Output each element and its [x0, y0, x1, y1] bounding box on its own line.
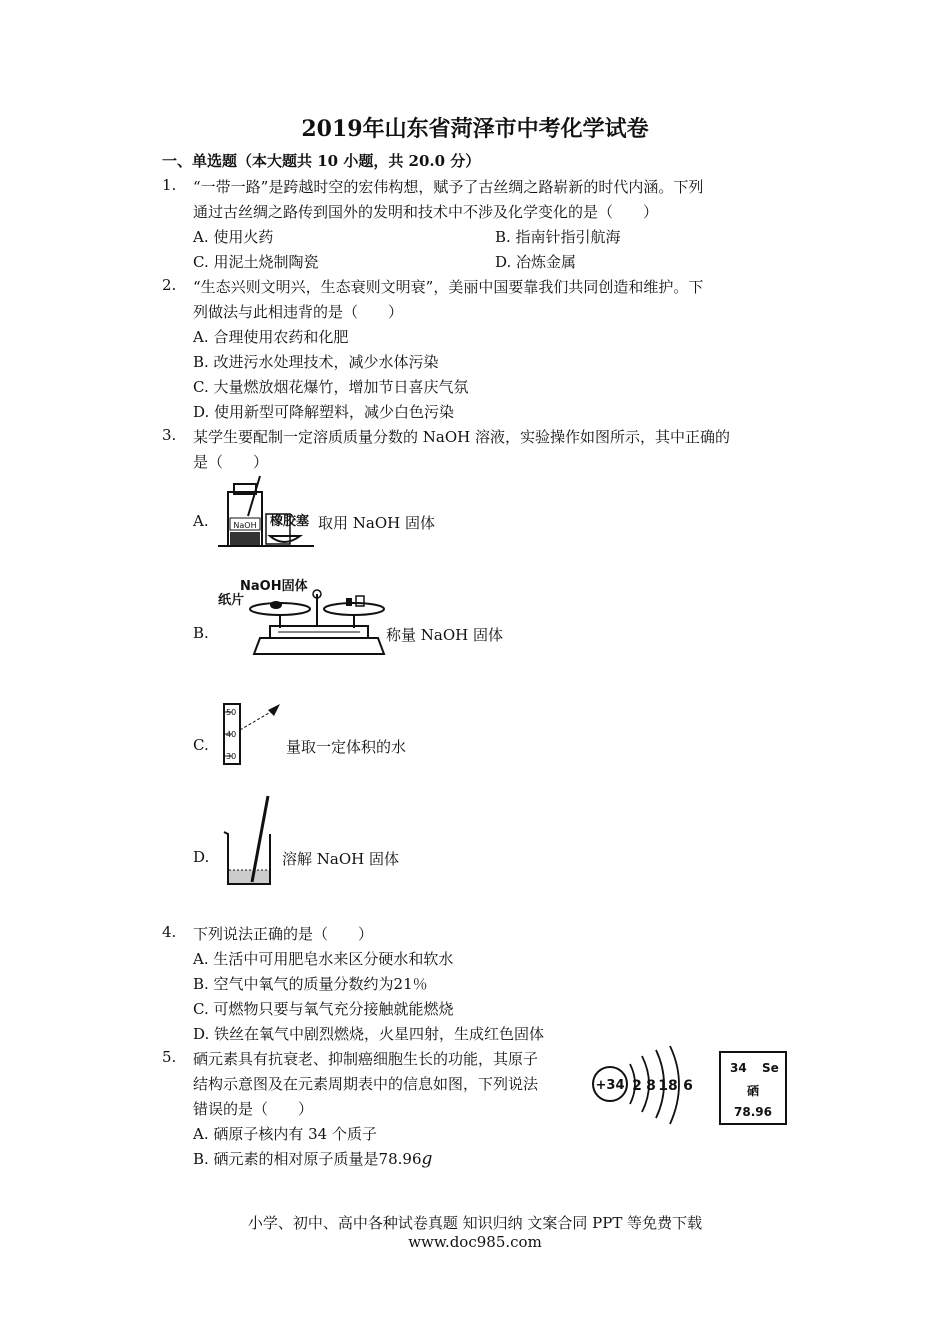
- nucleus-charge: +34: [595, 1078, 625, 1093]
- question-number: 5.: [162, 1048, 177, 1066]
- option-c: C. 可燃物只要与氧气充分接触就能燃烧: [193, 1000, 454, 1018]
- option-b: B. 改进污水处理技术，减少水体污染: [193, 353, 439, 371]
- footer-text: 小学、初中、高中各种试卷真题 知识归纳 文案合同 PPT 等免费下载: [247, 1214, 703, 1232]
- balance-figure: [218, 574, 388, 660]
- paper-label: 纸片: [218, 593, 245, 608]
- periodic-table-cell: [718, 1050, 790, 1126]
- option-c: C. 用泥土烧制陶瓷: [193, 253, 319, 271]
- option-d: D. 冶炼金属: [495, 253, 577, 271]
- shell-electrons: 18: [658, 1078, 678, 1094]
- question-text: “一带一路”是跨越时空的宏伟构想，赋予了古丝绸之路崭新的时代内涵。下列: [193, 178, 704, 196]
- tick-label: 30: [226, 752, 237, 761]
- option-a: A. 硒原子核内有 34 个质子: [193, 1125, 377, 1143]
- option-b: [193, 1148, 432, 1169]
- atomic-number: 34: [730, 1061, 747, 1075]
- beaker-figure: [218, 794, 278, 890]
- option-a-label: A.: [193, 512, 209, 530]
- shell-electrons: 8: [646, 1078, 656, 1094]
- question-text: 下列说法正确的是（ ）: [193, 925, 374, 943]
- naoh-solid-label: NaOH固体: [240, 579, 308, 594]
- question-text: “生态兴则文明兴，生态衰则文明衰”，美丽中国要靠我们共同创造和维护。下: [193, 278, 704, 296]
- question-text: 通过古丝绸之路传到国外的发明和技术中不涉及化学变化的是（ ）: [193, 203, 659, 221]
- footer-url: www.doc985.com: [408, 1233, 542, 1251]
- option-c-label: C.: [193, 736, 209, 754]
- option-d: D. 铁丝在氧气中剧烈燃烧，火星四射，生成红色固体: [193, 1025, 545, 1043]
- reagent-bottle-figure: [218, 474, 318, 550]
- element-name: 硒: [746, 1084, 760, 1098]
- option-d: D. 使用新型可降解塑料，减少白色污染: [193, 403, 455, 421]
- graduated-cylinder-figure: [218, 700, 288, 768]
- question-text: 硒元素具有抗衰老、抑制癌细胞生长的功能，其原子: [193, 1050, 539, 1068]
- tick-label: 40: [226, 730, 237, 739]
- atomic-structure-diagram: [590, 1044, 700, 1134]
- question-number: 4.: [162, 923, 177, 941]
- option-b: B. 指南针指引航海: [495, 228, 621, 246]
- question-text: 错误的是（ ）: [193, 1100, 314, 1118]
- option-c-text: 量取一定体积的水: [286, 738, 407, 756]
- shell-electrons: 6: [683, 1078, 693, 1094]
- question-text: 是（ ）: [193, 453, 269, 471]
- option-a: A. 生活中可用肥皂水来区分硬水和软水: [193, 950, 454, 968]
- rubber-stopper-label: 橡胶塞: [270, 514, 310, 529]
- section-heading: 一、单选题（本大题共 10 小题，共 20.0 分）: [162, 152, 481, 170]
- page-title: 2019年山东省菏泽市中考化学试卷: [301, 116, 649, 142]
- option-d-text: 溶解 NaOH 固体: [282, 850, 399, 868]
- question-text: 列做法与此相违背的是（ ）: [193, 303, 404, 321]
- option-b: B. 空气中氧气的质量分数约为21％: [193, 975, 428, 993]
- tick-label: 50: [226, 708, 237, 717]
- question-number: 1.: [162, 176, 177, 194]
- option-c: C. 大量燃放烟花爆竹，增加节日喜庆气氛: [193, 378, 469, 396]
- option-b-text: 称量 NaOH 固体: [386, 626, 503, 644]
- option-d-label: D.: [193, 848, 210, 866]
- mass-unit: g: [421, 1149, 433, 1169]
- option-b-label: B.: [193, 624, 209, 642]
- bottle-label: NaOH: [233, 521, 257, 530]
- option-a: A. 合理使用农药和化肥: [193, 328, 349, 346]
- option-b-text: B. 硒元素的相对原子质量是78.96: [193, 1150, 422, 1168]
- element-symbol: Se: [762, 1061, 779, 1075]
- option-a: A. 使用火药: [193, 228, 274, 246]
- option-a-text: 取用 NaOH 固体: [318, 514, 435, 532]
- shell-electrons: 2: [632, 1078, 642, 1094]
- question-number: 2.: [162, 276, 177, 294]
- question-number: 3.: [162, 426, 177, 444]
- atomic-mass: 78.96: [734, 1105, 772, 1119]
- question-text: 某学生要配制一定溶质质量分数的 NaOH 溶液，实验操作如图所示，其中正确的: [193, 428, 730, 446]
- question-text: 结构示意图及在元素周期表中的信息如图，下列说法: [193, 1075, 539, 1093]
